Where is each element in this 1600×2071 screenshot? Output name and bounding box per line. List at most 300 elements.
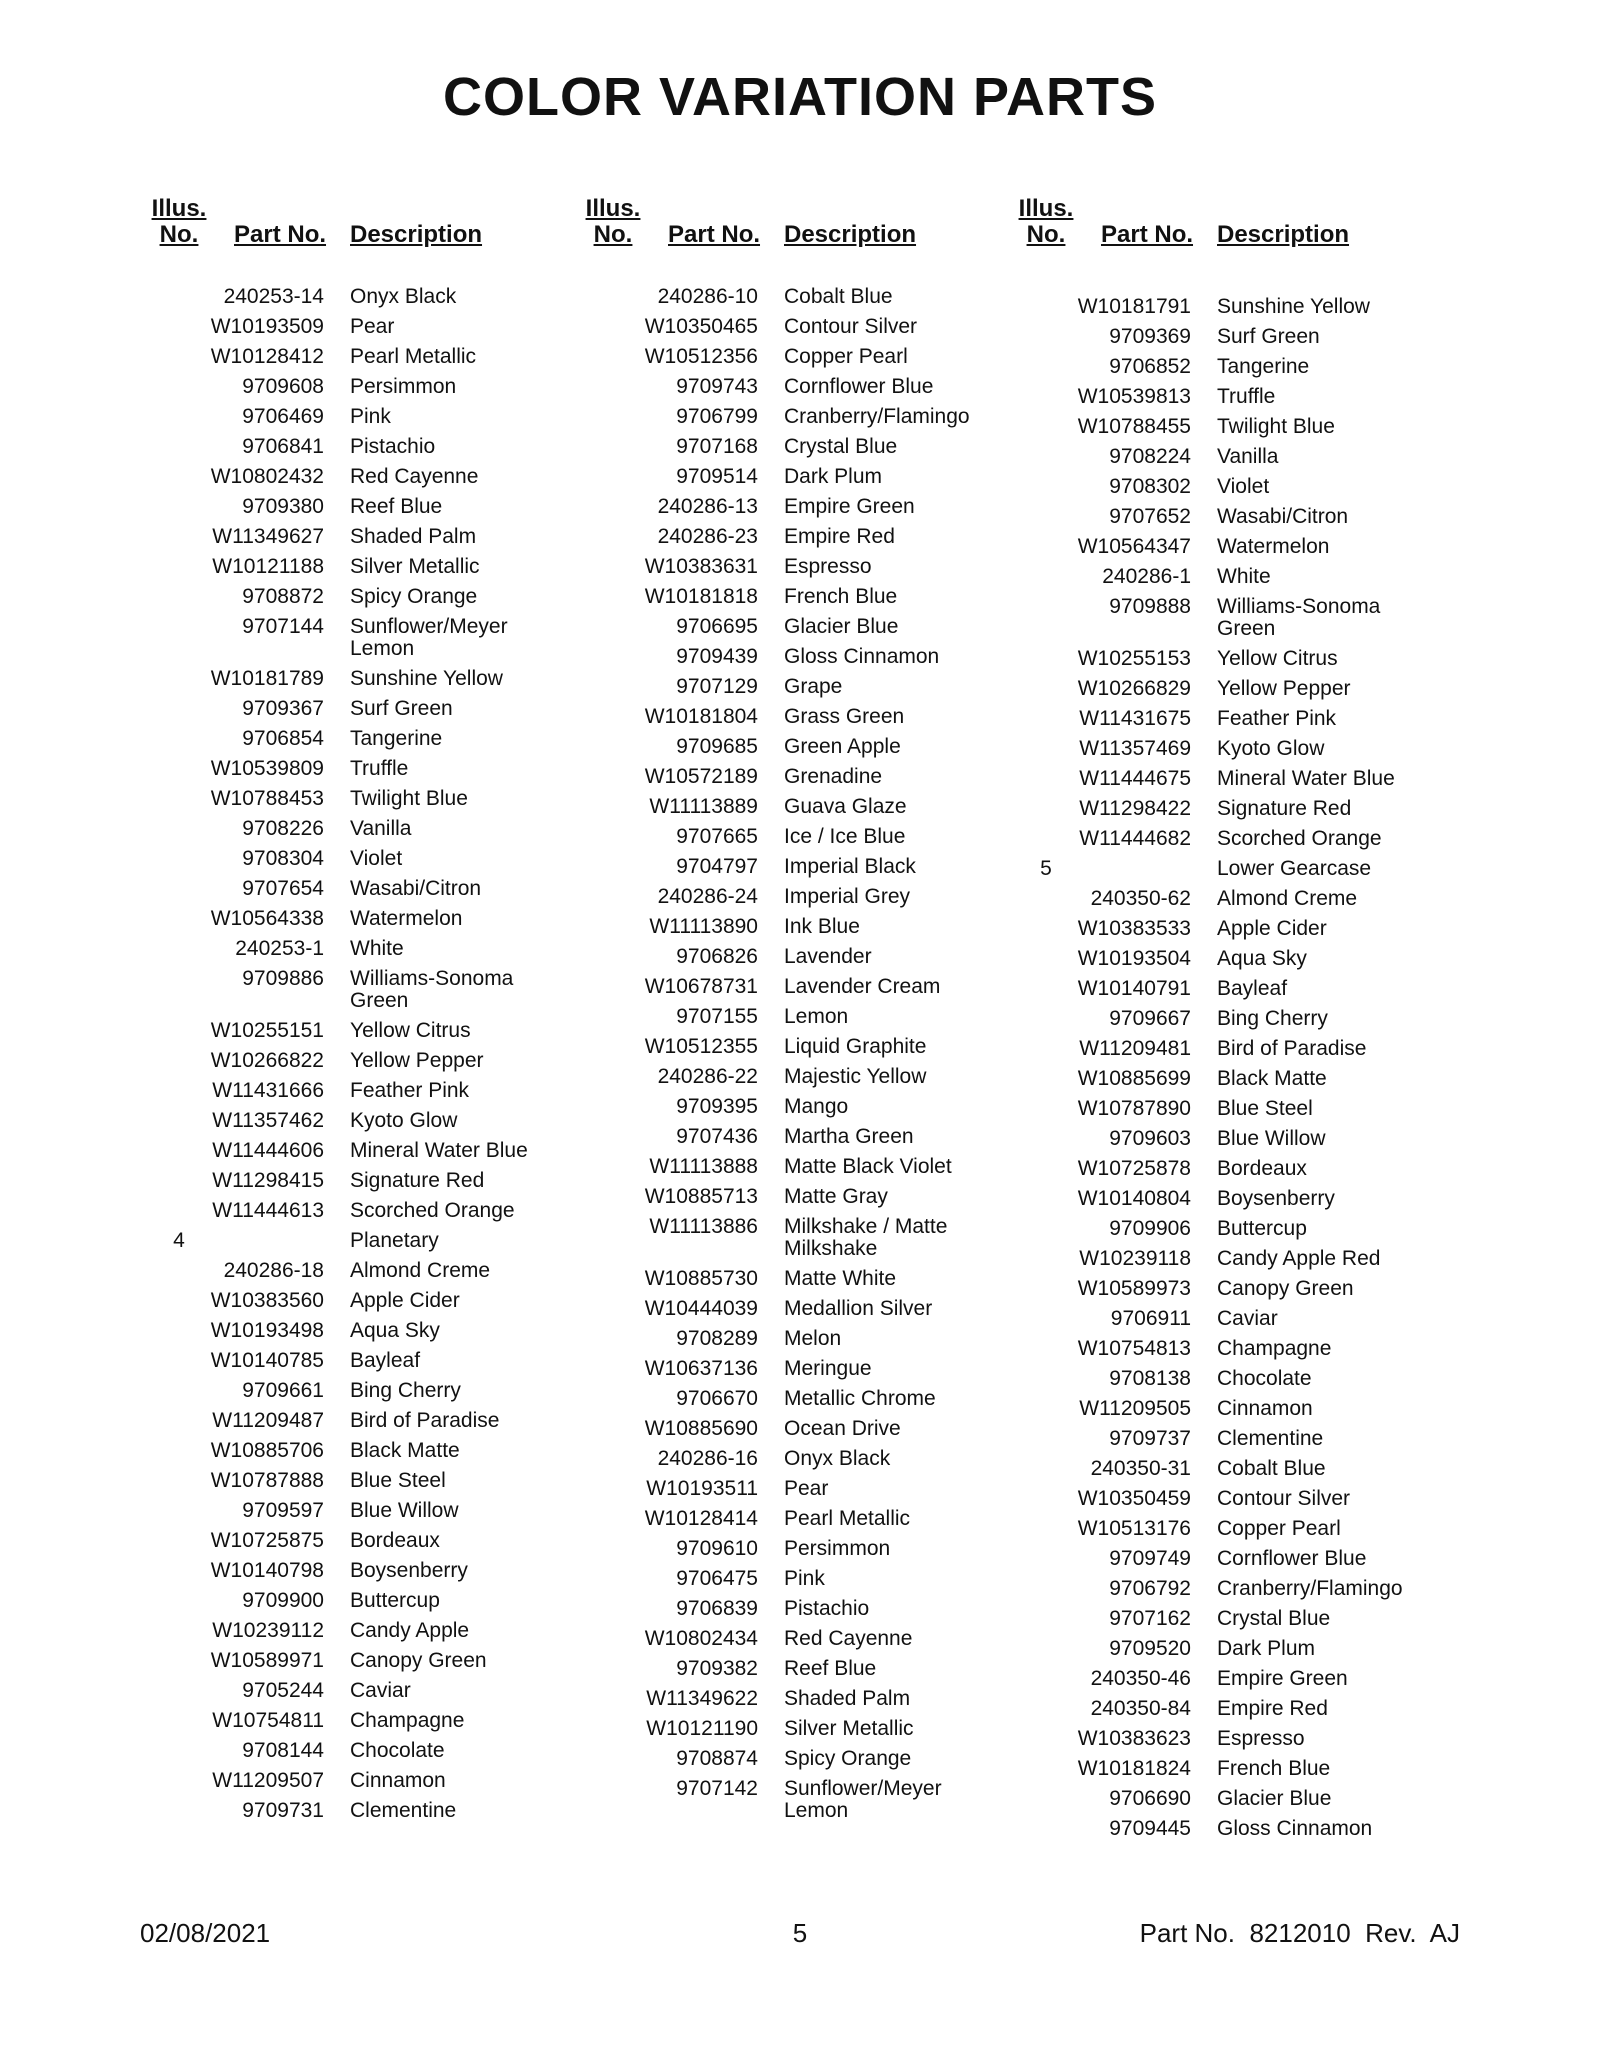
parts-row: [584, 1774, 1014, 1826]
part-description: Sunshine Yellow: [1217, 295, 1370, 318]
parts-row: [150, 1316, 580, 1346]
part-description: Bing Cherry: [350, 1379, 461, 1402]
part-description: Yellow Pepper: [350, 1049, 484, 1072]
part-number: W10589973: [1077, 1277, 1191, 1300]
parts-row: [584, 882, 1014, 912]
parts-row: [150, 814, 580, 844]
parts-row: [584, 852, 1014, 882]
part-number: W10885699: [1077, 1067, 1191, 1090]
part-description: Matte White: [784, 1267, 897, 1290]
illus-header: Illus. No.: [1018, 195, 1074, 248]
parts-row: [584, 1684, 1014, 1714]
part-number: 9708224: [1109, 445, 1191, 468]
part-description: Tangerine: [1217, 355, 1310, 378]
part-description: Yellow Citrus: [1217, 647, 1338, 670]
part-description: Bayleaf: [350, 1349, 421, 1372]
part-description: Ink Blue: [784, 915, 860, 938]
parts-row: [1017, 974, 1447, 1004]
part-description: Violet: [350, 847, 403, 870]
part-description: Milkshake / Matte Milkshake: [784, 1215, 948, 1260]
part-description: Bordeaux: [350, 1529, 440, 1552]
part-description: Cornflower Blue: [1217, 1547, 1367, 1570]
part-description: Scorched Orange: [1217, 827, 1382, 850]
part-description: Black Matte: [1217, 1067, 1327, 1090]
part-description: Green Apple: [784, 735, 901, 758]
part-description: Blue Steel: [350, 1469, 446, 1492]
part-description: Clementine: [1217, 1427, 1324, 1450]
part-description: Apple Cider: [1217, 917, 1327, 940]
parts-row: [150, 402, 580, 432]
part-number: W10564338: [210, 907, 324, 930]
parts-row: [1017, 854, 1447, 884]
part-description: Buttercup: [350, 1589, 440, 1612]
column-header: [584, 196, 1014, 252]
part-description: Pistachio: [350, 435, 436, 458]
part-number: W10444039: [644, 1297, 758, 1320]
part-description: Kyoto Glow: [1217, 737, 1325, 760]
part-description: Vanilla: [350, 817, 412, 840]
parts-row: [150, 934, 580, 964]
description-header: Description: [1217, 221, 1350, 248]
part-number: W10181824: [1077, 1757, 1191, 1780]
part-description: Metallic Chrome: [784, 1387, 936, 1410]
part-number: W10140791: [1077, 977, 1191, 1000]
part-number: 9709514: [676, 465, 758, 488]
part-number: 9709685: [676, 735, 758, 758]
part-number: 9709610: [676, 1537, 758, 1560]
part-description: Pear: [350, 315, 395, 338]
part-description: Cornflower Blue: [784, 375, 934, 398]
parts-row: [1017, 352, 1447, 382]
parts-row: [584, 1032, 1014, 1062]
part-description: Reef Blue: [784, 1657, 877, 1680]
part-description: Sunflower/Meyer Lemon: [350, 615, 508, 660]
parts-row: [1017, 292, 1447, 322]
parts-row: [584, 1744, 1014, 1774]
part-description: Spicy Orange: [784, 1747, 912, 1770]
parts-row: [1017, 1154, 1447, 1184]
parts-row: [150, 1196, 580, 1226]
parts-row: [150, 964, 580, 1016]
parts-row: [150, 904, 580, 934]
part-number: W10181804: [644, 705, 758, 728]
part-description: White: [350, 937, 404, 960]
part-description: Williams-Sonoma Green: [1217, 595, 1381, 640]
parts-row: [584, 822, 1014, 852]
parts-row: [584, 552, 1014, 582]
parts-row: [150, 282, 580, 312]
parts-row: [584, 1324, 1014, 1354]
part-number: W11431675: [1079, 707, 1191, 730]
parts-row: [150, 612, 580, 664]
parts-row: [584, 672, 1014, 702]
parts-row: [150, 1556, 580, 1586]
part-description: Boysenberry: [1217, 1187, 1335, 1210]
part-number: 240286-22: [657, 1065, 758, 1088]
part-number: 9709367: [242, 697, 324, 720]
part-number: W11209507: [212, 1769, 324, 1792]
part-number: W10754813: [1077, 1337, 1191, 1360]
parts-column-3: [1017, 195, 1447, 1840]
part-description: Gloss Cinnamon: [784, 645, 940, 668]
part-number: 9709667: [1109, 1007, 1191, 1030]
part-number: 240286-10: [657, 285, 758, 308]
part-number: 9706799: [676, 405, 758, 428]
part-description: Martha Green: [784, 1125, 914, 1148]
parts-row: [1017, 644, 1447, 674]
part-description: Chocolate: [1217, 1367, 1312, 1390]
part-number: W11298415: [212, 1169, 324, 1192]
parts-row: [150, 492, 580, 522]
parts-row: [150, 1436, 580, 1466]
part-number: W10181791: [1077, 295, 1191, 318]
part-number: 9709743: [676, 375, 758, 398]
part-number: 240286-13: [657, 495, 758, 518]
part-description: Canopy Green: [350, 1649, 487, 1672]
parts-row: [584, 1212, 1014, 1264]
parts-row: [150, 694, 580, 724]
part-number: W10193498: [210, 1319, 324, 1342]
part-description: Persimmon: [350, 375, 457, 398]
parts-row: [150, 784, 580, 814]
part-description: Twilight Blue: [350, 787, 468, 810]
part-number: W10512356: [644, 345, 758, 368]
parts-row: [1017, 734, 1447, 764]
part-description: Kyoto Glow: [350, 1109, 458, 1132]
part-description: Williams-Sonoma Green: [350, 967, 514, 1012]
footer-date: 02/08/2021: [140, 1918, 271, 1948]
parts-row: [150, 1346, 580, 1376]
parts-row: [584, 1002, 1014, 1032]
part-description: Crystal Blue: [784, 435, 898, 458]
part-description: Feather Pink: [350, 1079, 470, 1102]
part-number: W10788455: [1077, 415, 1191, 438]
part-description: Glacier Blue: [784, 615, 899, 638]
part-description: Dark Plum: [784, 465, 883, 488]
part-number: W10239112: [212, 1619, 324, 1642]
parts-row: [1017, 442, 1447, 472]
parts-row: [150, 1016, 580, 1046]
part-number: W11444606: [212, 1139, 324, 1162]
parts-row: [584, 1062, 1014, 1092]
part-description: Crystal Blue: [1217, 1607, 1331, 1630]
parts-row: [150, 372, 580, 402]
part-number: W11113888: [649, 1155, 758, 1178]
part-description: Vanilla: [1217, 445, 1279, 468]
part-number: W10140798: [210, 1559, 324, 1582]
column-header: [150, 196, 580, 252]
part-number: W10513176: [1077, 1517, 1191, 1540]
parts-row: [150, 1406, 580, 1436]
parts-row: [584, 522, 1014, 552]
parts-row: [150, 1376, 580, 1406]
part-description: Surf Green: [350, 697, 453, 720]
parts-row: [584, 762, 1014, 792]
part-number: 240253-14: [223, 285, 324, 308]
part-number: 240253-1: [235, 937, 324, 960]
part-description: Lavender: [784, 945, 872, 968]
part-number: W10140804: [1077, 1187, 1191, 1210]
part-description: Wasabi/Citron: [1217, 505, 1349, 528]
part-number: 9708302: [1109, 475, 1191, 498]
parts-row: [1017, 412, 1447, 442]
part-number: 9708874: [676, 1747, 758, 1770]
part-number: W10802432: [210, 465, 324, 488]
part-description: Shaded Palm: [784, 1687, 911, 1710]
part-description: Melon: [784, 1327, 842, 1350]
parts-row: [1017, 764, 1447, 794]
parts-row: [584, 282, 1014, 312]
part-number: W11298422: [1079, 797, 1191, 820]
parts-row: [150, 844, 580, 874]
part-description: Mango: [784, 1095, 849, 1118]
part-number: W10678731: [644, 975, 758, 998]
parts-row: [1017, 1454, 1447, 1484]
parts-row: [1017, 1604, 1447, 1634]
part-description: Twilight Blue: [1217, 415, 1335, 438]
part-description: Tangerine: [350, 727, 443, 750]
part-description: Pearl Metallic: [784, 1507, 911, 1530]
part-description: Blue Willow: [350, 1499, 459, 1522]
part-number: W10193504: [1077, 947, 1191, 970]
part-description: Cinnamon: [350, 1769, 446, 1792]
part-number: 9706854: [242, 727, 324, 750]
part-number: W10885713: [644, 1185, 758, 1208]
part-description: Yellow Citrus: [350, 1019, 471, 1042]
part-description: Scorched Orange: [350, 1199, 515, 1222]
part-description: Black Matte: [350, 1439, 460, 1462]
parts-row: [1017, 382, 1447, 412]
parts-row: [1017, 1304, 1447, 1334]
part-description: Copper Pearl: [1217, 1517, 1341, 1540]
part-description: Blue Steel: [1217, 1097, 1313, 1120]
part-number: W10121190: [646, 1717, 758, 1740]
part-description: Contour Silver: [784, 315, 918, 338]
part-number: W10383623: [1077, 1727, 1191, 1750]
part-description: Persimmon: [784, 1537, 891, 1560]
part-description: Empire Green: [1217, 1667, 1348, 1690]
parts-row: [584, 1534, 1014, 1564]
part-number: 9709737: [1109, 1427, 1191, 1450]
part-description: Cinnamon: [1217, 1397, 1313, 1420]
part-description: Grape: [784, 675, 843, 698]
part-description: Watermelon: [350, 907, 463, 930]
part-description: Glacier Blue: [1217, 1787, 1332, 1810]
part-description: Yellow Pepper: [1217, 677, 1351, 700]
part-number: W10589971: [210, 1649, 324, 1672]
parts-column-1: [150, 195, 580, 1822]
part-number: 9708144: [242, 1739, 324, 1762]
part-description: Truffle: [350, 757, 409, 780]
part-number: 9709608: [242, 375, 324, 398]
part-number: W10128412: [210, 345, 324, 368]
part-description: Pearl Metallic: [350, 345, 477, 368]
part-description: Champagne: [350, 1709, 465, 1732]
parts-row: [1017, 1364, 1447, 1394]
part-description: Espresso: [1217, 1727, 1305, 1750]
parts-row: [584, 942, 1014, 972]
parts-row: [150, 1046, 580, 1076]
part-description: Bird of Paradise: [350, 1409, 500, 1432]
part-description: Almond Creme: [1217, 887, 1358, 910]
parts-row: [150, 1226, 580, 1256]
part-description: Sunshine Yellow: [350, 667, 503, 690]
part-number: 9706841: [242, 435, 324, 458]
part-description: Boysenberry: [350, 1559, 468, 1582]
part-description: Pistachio: [784, 1597, 870, 1620]
part-number: W10512355: [644, 1035, 758, 1058]
part-description: Bing Cherry: [1217, 1007, 1328, 1030]
part-description: Pink: [784, 1567, 825, 1590]
part-number: 9709888: [1109, 595, 1191, 618]
part-number: 9706852: [1109, 355, 1191, 378]
part-description: Ice / Ice Blue: [784, 825, 906, 848]
part-number: 240350-31: [1090, 1457, 1191, 1480]
part-description: Grenadine: [784, 765, 883, 788]
part-description: Cranberry/Flamingo: [1217, 1577, 1403, 1600]
part-number: 240350-46: [1090, 1667, 1191, 1690]
part-number: 9706792: [1109, 1577, 1191, 1600]
part-description: Empire Green: [784, 495, 915, 518]
parts-row: [1017, 1694, 1447, 1724]
part-number: 9709906: [1109, 1217, 1191, 1240]
parts-row: [1017, 1064, 1447, 1094]
parts-row: [584, 312, 1014, 342]
part-description: Silver Metallic: [784, 1717, 914, 1740]
part-number: 9708289: [676, 1327, 758, 1350]
parts-row: [584, 1474, 1014, 1504]
part-number: W10181789: [210, 667, 324, 690]
parts-row: [1017, 532, 1447, 562]
part-number: W11444613: [212, 1199, 324, 1222]
part-description: Bordeaux: [1217, 1157, 1307, 1180]
parts-row: [1017, 1574, 1447, 1604]
part-number: W10255151: [210, 1019, 324, 1042]
part-number: 9707168: [676, 435, 758, 458]
part-number: W10885690: [644, 1417, 758, 1440]
part-number: 9708138: [1109, 1367, 1191, 1390]
parts-row: [150, 342, 580, 372]
part-description: Reef Blue: [350, 495, 443, 518]
part-description: Onyx Black: [784, 1447, 891, 1470]
part-number: 9707144: [242, 615, 324, 638]
parts-row: [1017, 1664, 1447, 1694]
parts-row: [1017, 1814, 1447, 1844]
part-description: Medallion Silver: [784, 1297, 933, 1320]
part-description: Majestic Yellow: [784, 1065, 927, 1088]
part-number: 9709395: [676, 1095, 758, 1118]
part-description: Caviar: [350, 1679, 411, 1702]
parts-row: [1017, 1244, 1447, 1274]
part-number: W11349622: [646, 1687, 758, 1710]
part-number: 9708872: [242, 585, 324, 608]
part-no-header: Part No.: [234, 221, 327, 248]
parts-row: [150, 1676, 580, 1706]
part-description: Signature Red: [350, 1169, 485, 1192]
parts-row: [1017, 914, 1447, 944]
part-description: White: [1217, 565, 1271, 588]
part-number: W11113886: [649, 1215, 758, 1238]
parts-row: [584, 582, 1014, 612]
parts-row: [584, 1152, 1014, 1182]
parts-row: [150, 1586, 580, 1616]
part-number: 9709382: [676, 1657, 758, 1680]
parts-row: [1017, 1094, 1447, 1124]
part-number: 9706475: [676, 1567, 758, 1590]
part-number: 240286-1: [1102, 565, 1191, 588]
parts-row: [1017, 944, 1447, 974]
part-description: Violet: [1217, 475, 1270, 498]
parts-row: [584, 1654, 1014, 1684]
page-number: 5: [792, 1918, 808, 1948]
part-number: W11431666: [212, 1079, 324, 1102]
part-number: 9707652: [1109, 505, 1191, 528]
parts-row: [1017, 1334, 1447, 1364]
parts-row: [1017, 824, 1447, 854]
parts-row: [584, 462, 1014, 492]
parts-row: [1017, 472, 1447, 502]
part-number: 9708226: [242, 817, 324, 840]
parts-row: [150, 1766, 580, 1796]
part-description: Onyx Black: [350, 285, 457, 308]
parts-row: [584, 972, 1014, 1002]
illus-header: Illus. No.: [585, 195, 641, 248]
part-number: W10885730: [644, 1267, 758, 1290]
part-number: 240286-18: [223, 1259, 324, 1282]
parts-row: [1017, 1274, 1447, 1304]
parts-row: [150, 1796, 580, 1826]
parts-row: [584, 1444, 1014, 1474]
description-header: Description: [350, 221, 483, 248]
part-no-header: Part No.: [1101, 221, 1194, 248]
parts-row: [150, 1496, 580, 1526]
part-number: 9709749: [1109, 1547, 1191, 1570]
parts-row: [1017, 1754, 1447, 1784]
part-number: W11209487: [212, 1409, 324, 1432]
parts-row: [150, 552, 580, 582]
part-description: Blue Willow: [1217, 1127, 1326, 1150]
part-number: W10121188: [212, 555, 324, 578]
part-description: French Blue: [1217, 1757, 1331, 1780]
parts-row: [584, 642, 1014, 672]
part-number: W10266822: [210, 1049, 324, 1072]
parts-row: [584, 1714, 1014, 1744]
part-description: Apple Cider: [350, 1289, 460, 1312]
part-description: Red Cayenne: [784, 1627, 913, 1650]
part-description: Sunflower/Meyer Lemon: [784, 1777, 942, 1822]
part-number: W10181818: [644, 585, 758, 608]
parts-row: [150, 522, 580, 552]
part-number: 240286-23: [657, 525, 758, 548]
parts-row: [1017, 1034, 1447, 1064]
part-number: 9707162: [1109, 1607, 1191, 1630]
parts-row: [150, 1616, 580, 1646]
parts-row: [150, 874, 580, 904]
part-description: Dark Plum: [1217, 1637, 1316, 1660]
illus-number: 5: [1040, 857, 1052, 880]
part-number: W11209481: [1079, 1037, 1191, 1060]
illus-header: Illus. No.: [151, 195, 207, 248]
part-number: W10787888: [210, 1469, 324, 1492]
part-description: Empire Red: [1217, 1697, 1328, 1720]
part-description: Candy Apple: [350, 1619, 470, 1642]
parts-row: [1017, 1394, 1447, 1424]
parts-row: [1017, 1184, 1447, 1214]
part-number: W10266829: [1077, 677, 1191, 700]
part-description: Cobalt Blue: [784, 285, 893, 308]
part-number: 9704797: [676, 855, 758, 878]
part-number: W10788453: [210, 787, 324, 810]
